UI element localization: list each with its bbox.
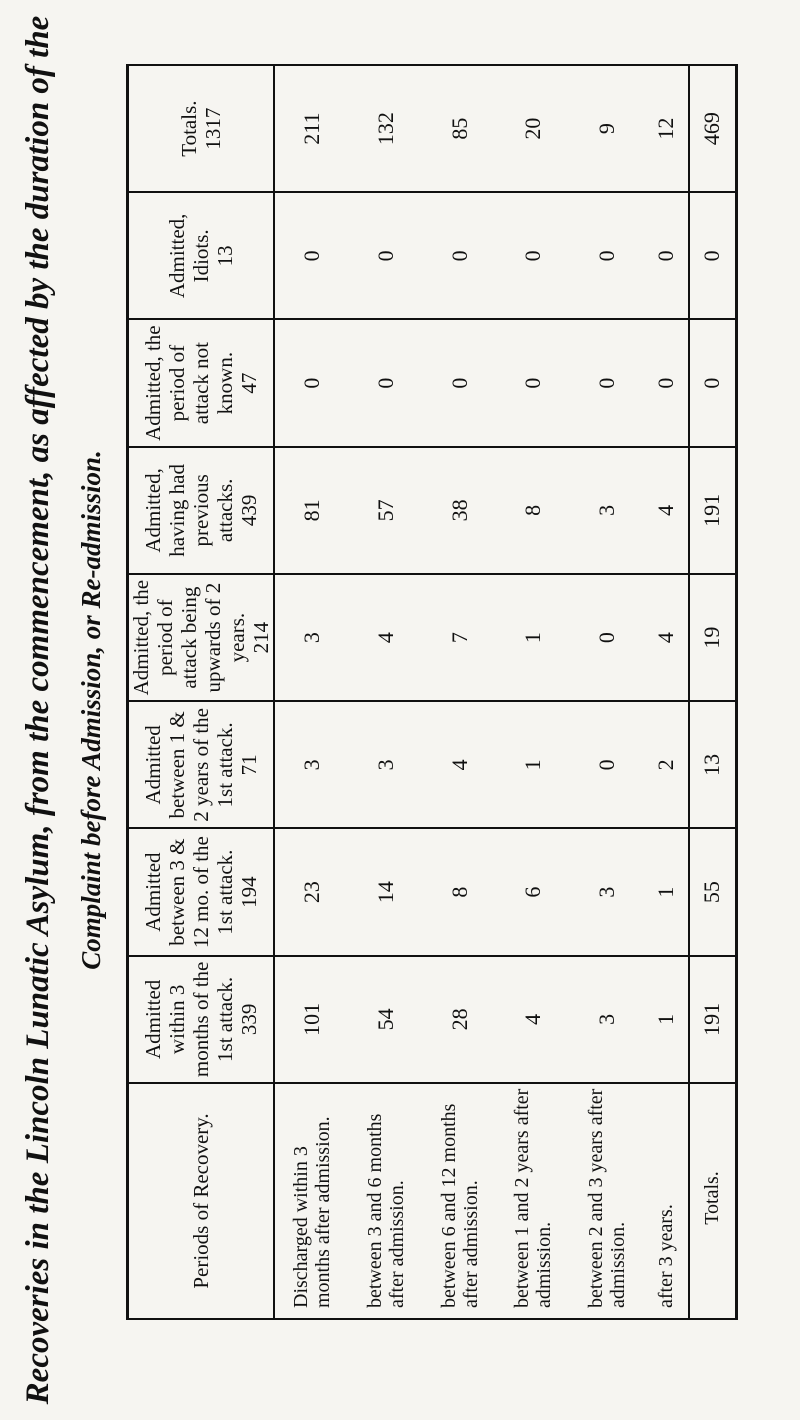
header-total: 339 (237, 1003, 261, 1036)
table-cell: 20 (496, 65, 570, 192)
header-total: 194 (237, 876, 261, 908)
table-row (274, 65, 349, 1319)
page-subtitle: Complaint before Admission, or Re-admission. (76, 450, 106, 970)
table-row (496, 65, 570, 1319)
table-cell: 0 (570, 192, 644, 319)
header-idiots (128, 192, 275, 319)
table-cell: 4 (644, 574, 689, 701)
row-label: between 6 and 12 months after admission. (423, 1083, 497, 1319)
table-cell: 0 (689, 192, 737, 319)
header-total: 71 (237, 754, 261, 776)
table-cell: 19 (689, 574, 737, 701)
row-label: Discharged within 3 months after admission. (274, 1083, 349, 1319)
header-total: 439 (237, 494, 261, 527)
table-cell: 54 (349, 956, 423, 1083)
header-total: 13 (213, 245, 237, 267)
table-cell: 0 (570, 320, 644, 447)
table-cell: 6 (496, 829, 570, 956)
table-cell: 57 (349, 447, 423, 574)
table-row (423, 65, 497, 1319)
recoveries-table (126, 64, 738, 1320)
table-cell: 0 (570, 701, 644, 828)
table-cell: 0 (349, 192, 423, 319)
table-cell: 2 (644, 701, 689, 828)
header-label: Admitted, the period of attack being upwards of 2 years. (129, 579, 249, 696)
table-cell: 469 (689, 65, 737, 192)
table-cell: 0 (496, 192, 570, 319)
table-cell: 7 (423, 574, 497, 701)
table-cell: 3 (274, 574, 349, 701)
table-cell: 0 (496, 320, 570, 447)
table-cell: 1 (496, 701, 570, 828)
table-cell: 0 (349, 320, 423, 447)
table-cell: 0 (274, 192, 349, 319)
table-cell: 0 (274, 320, 349, 447)
recoveries-table-container (126, 64, 738, 1320)
header-total: 214 (249, 621, 273, 654)
row-label: Totals. (689, 1083, 737, 1319)
table-row (644, 65, 689, 1319)
table-cell: 0 (423, 320, 497, 447)
table-cell: 28 (423, 956, 497, 1083)
table-cell: 3 (570, 829, 644, 956)
table-row (570, 65, 644, 1319)
table-cell: 12 (644, 65, 689, 192)
table-cell: 101 (274, 956, 349, 1083)
header-label: Admitted between 1 & 2 years of the 1st attack. (141, 708, 237, 822)
totals-row (689, 65, 737, 1319)
table-cell: 1 (496, 574, 570, 701)
table-cell: 38 (423, 447, 497, 574)
header-total: 1317 (201, 107, 225, 150)
table-cell: 0 (644, 192, 689, 319)
table-cell: 211 (274, 65, 349, 192)
header-1-to-2-years (128, 701, 275, 828)
header-row (128, 65, 275, 1319)
header-total: 47 (237, 372, 261, 394)
row-label: between 2 and 3 years after admission. (570, 1083, 644, 1319)
table-cell: 1 (644, 829, 689, 956)
header-previous-attacks (128, 447, 275, 574)
table-cell: 3 (570, 447, 644, 574)
row-label: between 1 and 2 years after admission. (496, 1083, 570, 1319)
table-cell: 3 (274, 701, 349, 828)
table-cell: 0 (689, 320, 737, 447)
table-cell: 3 (570, 956, 644, 1083)
header-label: Admitted, having had previous attacks. (141, 464, 237, 557)
row-label: between 3 and 6 months after admission. (349, 1083, 423, 1319)
table-cell: 0 (570, 574, 644, 701)
header-upwards-2-years (128, 574, 275, 701)
table-cell: 13 (689, 701, 737, 828)
table-cell: 85 (423, 65, 497, 192)
table-cell: 0 (644, 320, 689, 447)
table-cell: 132 (349, 65, 423, 192)
header-totals (128, 65, 275, 192)
table-cell: 4 (423, 701, 497, 828)
table-cell: 81 (274, 447, 349, 574)
table-cell: 3 (349, 701, 423, 828)
table-cell: 23 (274, 829, 349, 956)
table-cell: 8 (496, 447, 570, 574)
table-cell: 191 (689, 956, 737, 1083)
header-label: Admitted between 3 & 12 mo. of the 1st attack. (141, 836, 237, 949)
header-label: Totals. (177, 100, 201, 157)
table-cell: 8 (423, 829, 497, 956)
header-label: Admitted, Idiots. (165, 213, 213, 299)
header-label: Admitted within 3 months of the 1st attack. (141, 961, 237, 1078)
table-cell: 191 (689, 447, 737, 574)
table-cell: 9 (570, 65, 644, 192)
header-label: Admitted, the period of attack not known. (141, 325, 237, 441)
header-period-not-known (128, 320, 275, 447)
header-label: Periods of Recovery. (189, 1113, 213, 1289)
page-title: Recoveries in the Lincoln Lunatic Asylum, from the commencement, as affected by the duration of the (20, 15, 56, 1405)
row-label: after 3 years. (644, 1083, 689, 1319)
header-3-to-12-months (128, 829, 275, 956)
table-cell: 0 (423, 192, 497, 319)
header-within-3-months (128, 956, 275, 1083)
table-cell: 14 (349, 829, 423, 956)
table-row (349, 65, 423, 1319)
table-cell: 55 (689, 829, 737, 956)
table-cell: 1 (644, 956, 689, 1083)
table-cell: 4 (496, 956, 570, 1083)
table-cell: 4 (644, 447, 689, 574)
table-cell: 4 (349, 574, 423, 701)
header-periods-of-recovery (128, 1083, 275, 1319)
